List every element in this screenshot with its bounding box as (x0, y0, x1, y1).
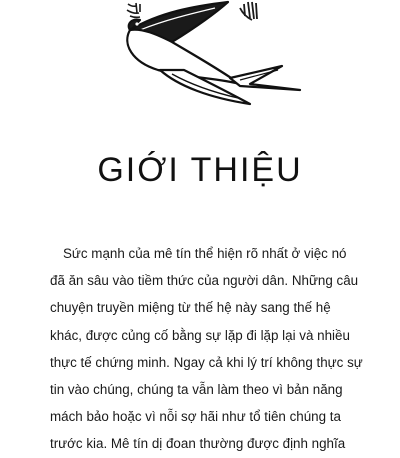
paragraph-line: khác, được củng cố bằng sự lặp đi lặp lại và nhiều (50, 327, 350, 343)
paragraph-line: đã ăn sâu vào tiềm thức của người dân. Những câu (50, 273, 359, 289)
swallow (127, 2, 300, 104)
chapter-title: GIỚI THIỆU (97, 151, 303, 189)
swallow-bird-icon (100, 0, 310, 112)
right-flourish (240, 2, 257, 20)
paragraph-line: tin vào chúng, chúng ta vẫn làm theo vì bản năng (50, 381, 343, 397)
intro-paragraph (50, 240, 368, 458)
paragraph-line: Sức mạnh của mê tín thể hiện rõ nhất ở việc nó (63, 246, 347, 261)
paragraph-line: thực tế chứng minh. Ngay cả khi lý trí không thực sự (50, 354, 363, 370)
paragraph-line: trước kia. Mê tín dị đoan thường được định nghĩa (50, 436, 346, 452)
paragraph-line: chuyện truyền miệng từ thế hệ này sang thế hệ (50, 300, 331, 316)
paragraph-line: mách bảo hoặc vì nỗi sợ hãi như tổ tiên chúng ta (50, 409, 341, 425)
left-flourish (127, 3, 140, 17)
